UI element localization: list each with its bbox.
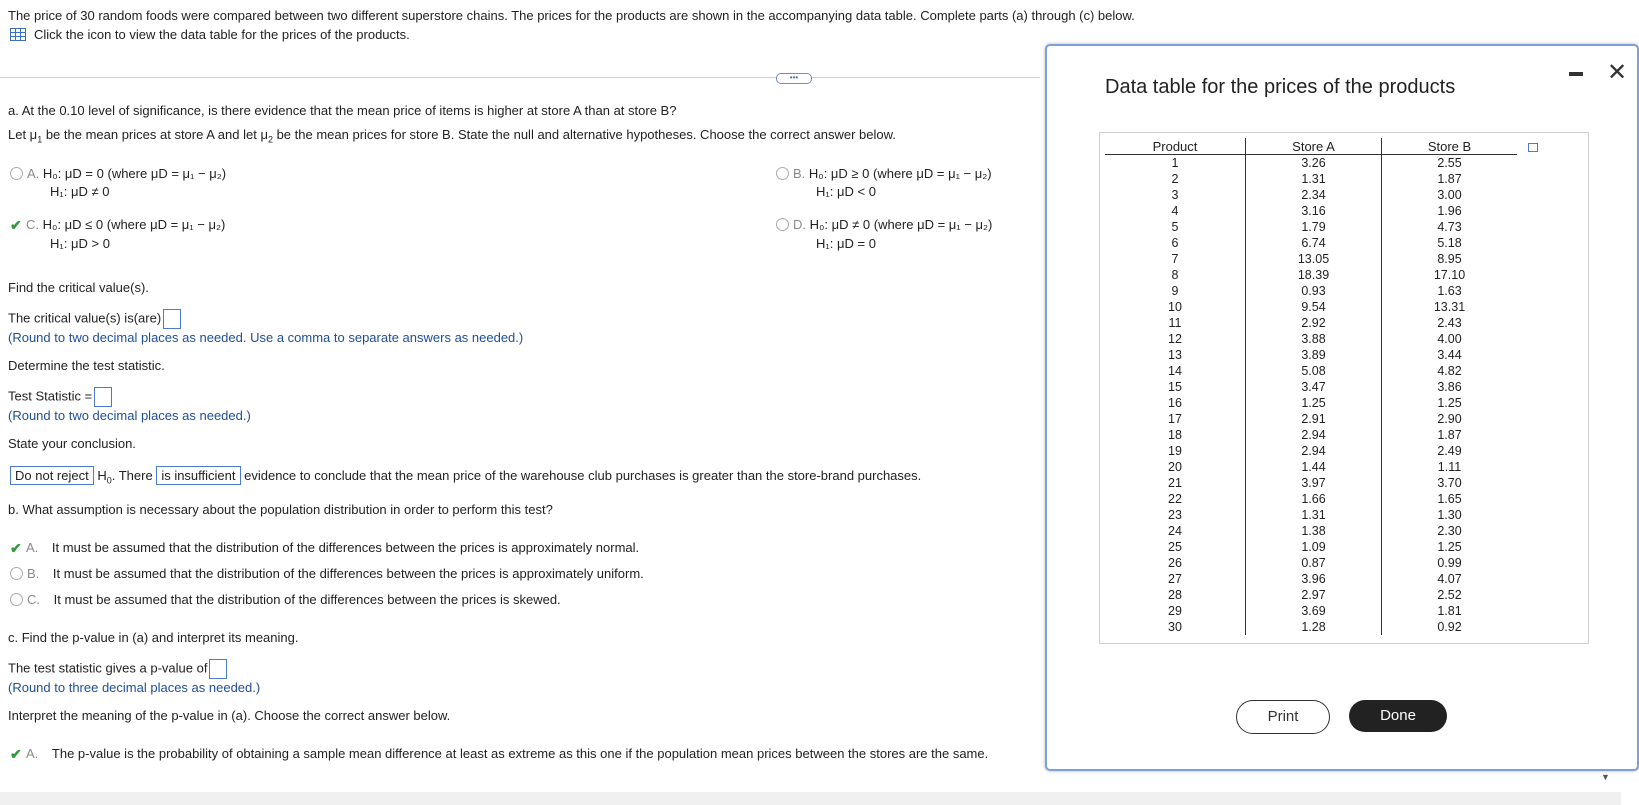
cell-store-b: 1.81: [1382, 603, 1518, 619]
cell-store-a: 2.34: [1246, 187, 1382, 203]
cell-store-a: 1.79: [1246, 219, 1382, 235]
cell-product: 30: [1168, 620, 1182, 634]
cell-store-a: 2.91: [1246, 411, 1382, 427]
cell-product: 11: [1168, 316, 1182, 330]
cell-product: 24: [1168, 524, 1182, 538]
cell-store-b: 1.87: [1382, 171, 1518, 187]
cell-product: 26: [1168, 556, 1182, 570]
cell-product: 22: [1168, 492, 1182, 506]
table-row: [1105, 331, 1517, 347]
option-d[interactable]: D. H₀: μD ≠ 0 (where μD = μ₁ − μ₂): [776, 217, 992, 232]
option-b-h1: H₁: μD < 0: [816, 184, 876, 199]
cell-store-b: 13.31: [1382, 299, 1518, 315]
radio-b-c[interactable]: [10, 593, 23, 606]
data-link[interactable]: [10, 27, 410, 42]
cell-store-b: 5.18: [1382, 235, 1518, 251]
cell-product: 21: [1168, 476, 1182, 490]
ts-row: Test Statistic =: [8, 387, 112, 407]
check-icon: ✔: [10, 540, 22, 556]
conclusion-select-2[interactable]: is insufficient: [156, 466, 240, 485]
option-c-h0: H₀: μD ≤ 0: [42, 217, 104, 232]
critical-input[interactable]: [163, 309, 181, 329]
table-row: [1105, 251, 1517, 267]
cell-product: 5: [1171, 220, 1179, 234]
cell-store-a: 2.94: [1246, 443, 1382, 459]
cell-product: 2: [1171, 172, 1179, 186]
cell-product: 20: [1168, 460, 1182, 474]
table-row: [1105, 507, 1517, 523]
cell-store-b: 2.30: [1382, 523, 1518, 539]
cell-store-b: 3.70: [1382, 475, 1518, 491]
table-row: [1105, 363, 1517, 379]
ts-hint: (Round to two decimal places as needed.): [8, 408, 251, 423]
critical-hint: (Round to two decimal places as needed. Use a comma to separate answers as needed.): [8, 330, 524, 345]
cell-store-a: 3.89: [1246, 347, 1382, 363]
cell-store-a: 3.88: [1246, 331, 1382, 347]
b-option-a[interactable]: ✔ A. It must be assumed that the distribution of the differences between the prices is approximately normal.: [10, 540, 640, 556]
cell-product: 19: [1168, 444, 1182, 458]
cell-store-b: 4.73: [1382, 219, 1518, 235]
table-row: [1105, 603, 1517, 619]
cell-store-a: 2.92: [1246, 315, 1382, 331]
cell-product: 18: [1168, 428, 1182, 442]
part-a-question: a. At the 0.10 level of significance, is there evidence that the mean price of items is higher at store A than at store B?: [8, 103, 677, 118]
radio-a[interactable]: [10, 167, 23, 180]
header-store-a: Store A: [1246, 138, 1382, 155]
header-store-b: Store B: [1382, 138, 1518, 155]
cell-product: 27: [1168, 572, 1182, 586]
pvalue-hint: (Round to three decimal places as needed.): [8, 680, 261, 695]
radio-b-b[interactable]: [10, 567, 23, 580]
determine-ts: Determine the test statistic.: [8, 358, 165, 373]
cell-store-b: 1.63: [1382, 283, 1518, 299]
radio-d[interactable]: [776, 218, 789, 231]
cell-product: 14: [1168, 364, 1182, 378]
cell-store-a: 3.26: [1246, 155, 1382, 172]
cell-product: 25: [1168, 540, 1182, 554]
modal-title: Data table for the prices of the products: [1105, 76, 1456, 98]
cell-store-a: 3.16: [1246, 203, 1382, 219]
pvalue-row: The test statistic gives a p-value of: [8, 659, 227, 679]
option-a[interactable]: A. H₀: μD = 0 (where μD = μ₁ − μ₂): [10, 166, 226, 181]
option-d-h0: H₀: μD ≠ 0: [809, 217, 871, 232]
table-row: [1105, 171, 1517, 187]
find-critical: Find the critical value(s).: [8, 280, 149, 295]
cell-store-a: 1.09: [1246, 539, 1382, 555]
cell-store-b: 8.95: [1382, 251, 1518, 267]
critical-row: The critical value(s) is(are): [8, 309, 181, 329]
table-row: [1105, 411, 1517, 427]
print-button[interactable]: Print: [1236, 700, 1330, 734]
cell-store-a: 1.25: [1246, 395, 1382, 411]
intro-text: The price of 30 random foods were compared between two different superstore chains. The prices for the products are shown in the accompanying data table. Complete parts (a) through (c) below.: [8, 8, 1135, 23]
cell-store-a: 1.31: [1246, 171, 1382, 187]
data-table-modal: [1045, 44, 1639, 771]
option-b-h0: H₀: μD ≥ 0: [808, 166, 870, 181]
check-icon: ✔: [10, 746, 22, 762]
option-b[interactable]: B. H₀: μD ≥ 0 (where μD = μ₁ − μ₂): [776, 166, 992, 181]
close-icon[interactable]: ✕: [1607, 59, 1628, 86]
cell-store-b: 1.87: [1382, 427, 1518, 443]
option-c-h1: H₁: μD > 0: [50, 236, 110, 251]
table-row: [1105, 523, 1517, 539]
cell-store-b: 2.55: [1382, 155, 1518, 172]
cell-store-b: 1.11: [1382, 459, 1518, 475]
cell-store-b: 2.52: [1382, 587, 1518, 603]
horizontal-scrollbar[interactable]: [0, 792, 1621, 805]
cell-store-a: 5.08: [1246, 363, 1382, 379]
cell-store-b: 1.96: [1382, 203, 1518, 219]
cell-product: 28: [1168, 588, 1182, 602]
cell-product: 12: [1168, 332, 1182, 346]
option-c-where: (where μD = μ₁ − μ₂): [106, 217, 226, 232]
cell-product: 13: [1168, 348, 1182, 362]
cell-product: 23: [1168, 508, 1182, 522]
cell-store-b: 0.92: [1382, 619, 1518, 635]
cell-product: 29: [1168, 604, 1182, 618]
option-a-where: (where μD = μ₁ − μ₂): [107, 166, 227, 181]
cell-product: 9: [1171, 284, 1179, 298]
cell-store-b: 4.82: [1382, 363, 1518, 379]
cell-store-b: 3.86: [1382, 379, 1518, 395]
expand-handle[interactable]: •••: [776, 73, 812, 84]
conclusion-row: Do not reject $H_0$. There is insufficient evidence to conclude that the mean price of the warehouse club purchases is greater than the store-brand purchases.: [10, 466, 921, 486]
data-table-container: [1099, 132, 1589, 644]
radio-b[interactable]: [776, 167, 789, 180]
cell-store-b: 2.43: [1382, 315, 1518, 331]
cell-store-b: 4.07: [1382, 571, 1518, 587]
header-product: Product: [1105, 138, 1246, 155]
cell-store-b: 0.99: [1382, 555, 1518, 571]
table-row: [1105, 475, 1517, 491]
cell-store-a: 3.96: [1246, 571, 1382, 587]
ts-input[interactable]: [94, 387, 112, 407]
cell-product: 10: [1168, 300, 1182, 314]
table-row: [1105, 379, 1517, 395]
cell-store-b: 3.00: [1382, 187, 1518, 203]
option-a-h0: H₀: μD = 0: [42, 166, 104, 181]
scroll-down-icon[interactable]: ▼: [1601, 772, 1610, 782]
table-row: [1105, 187, 1517, 203]
cell-store-a: 18.39: [1246, 267, 1382, 283]
table-row: [1105, 347, 1517, 363]
table-row: [1105, 555, 1517, 571]
table-row: [1105, 235, 1517, 251]
cell-store-a: 3.69: [1246, 603, 1382, 619]
option-d-h1: H₁: μD = 0: [816, 236, 876, 251]
cell-store-b: 17.10: [1382, 267, 1518, 283]
cell-store-a: 2.94: [1246, 427, 1382, 443]
part-b-question: b. What assumption is necessary about the population distribution in order to perform this test?: [8, 502, 553, 517]
cell-store-a: 1.66: [1246, 491, 1382, 507]
copy-icon[interactable]: [1528, 143, 1538, 152]
cell-store-b: 4.00: [1382, 331, 1518, 347]
table-row: [1105, 315, 1517, 331]
cell-store-a: 2.97: [1246, 587, 1382, 603]
table-row: [1105, 539, 1517, 555]
cell-product: 1: [1171, 156, 1179, 170]
option-b-where: (where μD = μ₁ − μ₂): [873, 166, 992, 181]
cell-store-b: 2.49: [1382, 443, 1518, 459]
cell-store-a: 3.97: [1246, 475, 1382, 491]
part-c-question: c. Find the p-value in (a) and interpret its meaning.: [8, 630, 299, 645]
cell-store-a: 0.93: [1246, 283, 1382, 299]
table-row: [1105, 267, 1517, 283]
table-row: [1105, 395, 1517, 411]
cell-store-a: 0.87: [1246, 555, 1382, 571]
state-conclusion: State your conclusion.: [8, 436, 136, 451]
data-table: [1105, 138, 1517, 635]
cell-store-a: 3.47: [1246, 379, 1382, 395]
table-icon[interactable]: [10, 28, 26, 41]
option-c[interactable]: ✔ C. H₀: μD ≤ 0 (where μD = μ₁ − μ₂): [10, 217, 226, 233]
cell-product: 16: [1168, 396, 1182, 410]
cell-store-b: 1.25: [1382, 395, 1518, 411]
table-row: [1105, 459, 1517, 475]
table-row: [1105, 587, 1517, 603]
cell-product: 6: [1171, 236, 1179, 250]
cell-product: 7: [1171, 252, 1179, 266]
cell-store-a: 13.05: [1246, 251, 1382, 267]
cell-store-b: 1.30: [1382, 507, 1518, 523]
option-a-h1: H₁: μD ≠ 0: [50, 184, 110, 199]
b-option-c[interactable]: C. It must be assumed that the distribution of the differences between the prices is skewed.: [10, 592, 561, 607]
minimize-icon[interactable]: [1569, 72, 1583, 76]
part-a-let: Let $\mu_1$ be the mean prices at store A and let $\mu_2$ be the mean prices for store B. State the null and alternative hypotheses. Choose the correct answer below.: [8, 127, 896, 145]
cell-store-b: 1.65: [1382, 491, 1518, 507]
done-button[interactable]: Done: [1349, 700, 1447, 732]
table-row: [1105, 619, 1517, 635]
cell-store-b: 2.90: [1382, 411, 1518, 427]
table-row: [1105, 443, 1517, 459]
table-row: [1105, 571, 1517, 587]
cell-store-a: 1.31: [1246, 507, 1382, 523]
cell-product: 4: [1171, 204, 1179, 218]
option-d-where: (where μD = μ₁ − μ₂): [873, 217, 993, 232]
cell-product: 3: [1171, 188, 1179, 202]
check-icon: ✔: [10, 217, 22, 233]
cell-store-a: 6.74: [1246, 235, 1382, 251]
cell-store-a: 9.54: [1246, 299, 1382, 315]
b-option-b[interactable]: B. It must be assumed that the distribution of the differences between the prices is approximately uniform.: [10, 566, 644, 581]
table-row: [1105, 203, 1517, 219]
cell-store-b: 1.25: [1382, 539, 1518, 555]
cell-product: 8: [1171, 268, 1179, 282]
table-row: [1105, 283, 1517, 299]
table-row: [1105, 299, 1517, 315]
cell-store-a: 1.44: [1246, 459, 1382, 475]
cell-store-a: 1.28: [1246, 619, 1382, 635]
data-link-text[interactable]: Click the icon to view the data table for the prices of the products.: [34, 27, 410, 42]
table-row: [1105, 491, 1517, 507]
pvalue-input[interactable]: [209, 659, 227, 679]
table-row: [1105, 427, 1517, 443]
conclusion-select-1[interactable]: Do not reject: [10, 466, 94, 485]
interpret-text: Interpret the meaning of the p-value in (a). Choose the correct answer below.: [8, 708, 451, 723]
cell-store-b: 3.44: [1382, 347, 1518, 363]
divider: [0, 77, 1040, 78]
c-option-a[interactable]: ✔ A. The p-value is the probability of obtaining a sample mean difference at least as extreme as this one if the population mean prices between the stores are the same.: [10, 746, 989, 762]
table-row: [1105, 155, 1517, 172]
cell-store-a: 1.38: [1246, 523, 1382, 539]
cell-product: 17: [1168, 412, 1182, 426]
table-row: [1105, 219, 1517, 235]
cell-product: 15: [1168, 380, 1182, 394]
